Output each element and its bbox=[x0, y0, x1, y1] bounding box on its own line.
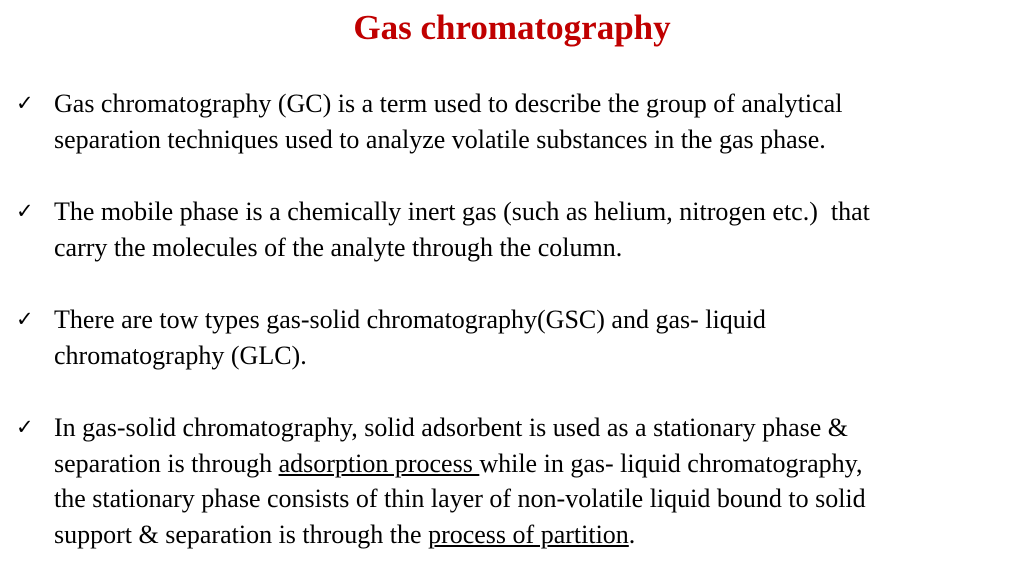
bullet-line bbox=[54, 446, 999, 482]
bullet-line bbox=[54, 517, 999, 553]
bullet-line: separation techniques used to analyze volatile substances in the gas phase. bbox=[54, 124, 826, 154]
bullet-text bbox=[54, 410, 999, 553]
text-segment: while in gas- liquid chromatography, bbox=[479, 448, 863, 478]
text-segment: separation is through bbox=[54, 448, 279, 478]
check-mark-icon: ✓ bbox=[16, 415, 34, 439]
bullet-line: In gas-solid chromatography, solid adsorbent is used as a stationary phase & bbox=[54, 413, 849, 442]
bullet-text bbox=[54, 86, 999, 157]
check-mark-icon: ✓ bbox=[16, 199, 34, 223]
underlined-term-process-of-partition: process of partition bbox=[428, 520, 629, 550]
text-segment: . bbox=[628, 520, 636, 550]
bullet-line: carry the molecules of the analyte through the column. bbox=[54, 232, 623, 262]
text-segment: support & separation is through the bbox=[54, 520, 429, 550]
bullet-line: chromatography (GLC). bbox=[54, 340, 307, 370]
bullet-line: There are tow types gas-solid chromatography(GSC) and gas- liquid bbox=[54, 305, 766, 334]
bullet-line: Gas chromatography (GC) is a term used to describe the group of analytical bbox=[54, 89, 843, 118]
bullet-text bbox=[54, 302, 999, 373]
check-mark-icon: ✓ bbox=[16, 307, 34, 331]
check-mark-icon: ✓ bbox=[16, 91, 34, 115]
underlined-term-adsorption-process: adsorption process bbox=[278, 448, 480, 478]
bullet-text bbox=[54, 194, 999, 265]
bullet-line: The mobile phase is a chemically inert gas (such as helium, nitrogen etc.) that bbox=[54, 197, 870, 226]
slide-title: Gas chromatography bbox=[353, 8, 671, 47]
bullet-line: the stationary phase consists of thin layer of non-volatile liquid bound to solid bbox=[54, 484, 866, 514]
